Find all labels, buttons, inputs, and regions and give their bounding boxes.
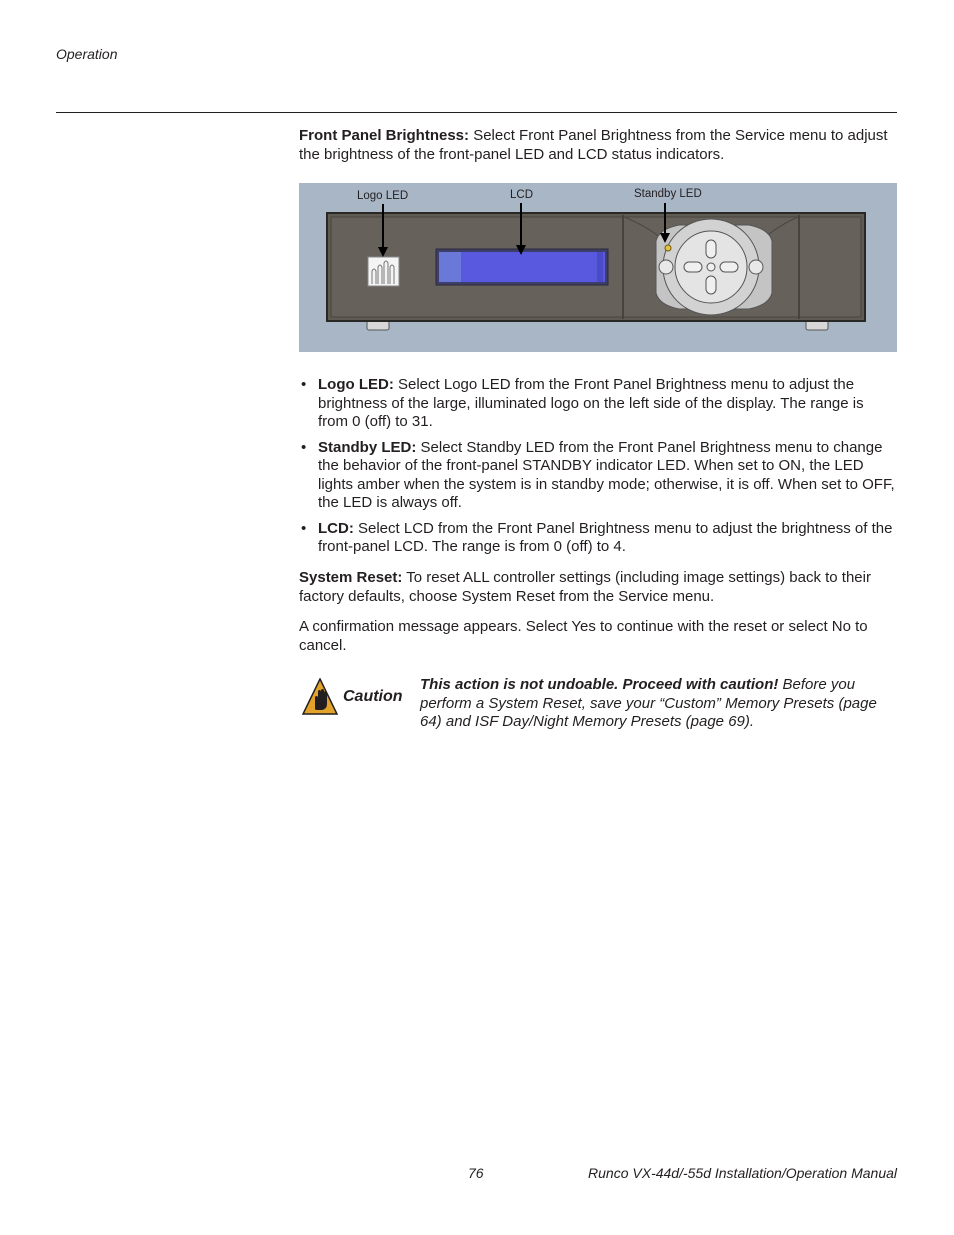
intro-text: Select Front Panel Brightness from the Service menu to adjust the brightness of the front-panel LED and LCD status indicators.: [299, 127, 888, 163]
bullet-term: Logo LED:: [318, 376, 394, 393]
intro-paragraph: [299, 127, 897, 164]
dial-right-button: [749, 260, 763, 274]
bullet-dot: •: [301, 438, 307, 456]
dial-left-button: [659, 260, 673, 274]
bullet-text: Select LCD from the Front Panel Brightness menu to adjust the brightness of the front-panel LCD. The range is from 0 (off) to 4.: [318, 519, 893, 555]
bullet-dot: •: [301, 519, 307, 537]
caution-label: Caution: [343, 688, 403, 705]
system-reset-text: To reset ALL controller settings (including image settings) back to their factory defaults, choose System Reset from the Service menu.: [299, 569, 871, 605]
bullet-text: Select Logo LED from the Front Panel Brightness menu to adjust the brightness of the large, illuminated logo on the left side of the display. The range is from 0 (off) to 31.: [318, 376, 864, 430]
confirmation-paragraph: A confirmation message appears. Select Yes to continue with the reset or select No to cancel.: [299, 618, 868, 654]
lcd-left-segment: [439, 252, 461, 282]
bullet-text: Select Standby LED from the Front Panel Brightness menu to change the behavior of the front-panel STANDBY indicator LED. When set to ON, the LED lights amber when the system is in standby mode; otherwise, it is off. When set to OFF, the LED is always off.: [318, 438, 895, 511]
bullet-term: LCD:: [318, 519, 354, 537]
dial-right-key: [720, 262, 738, 272]
logo-led-label: Logo LED: [357, 190, 409, 202]
bullet-term: Standby LED:: [318, 438, 417, 456]
caution-bold: This action is not undoable. Proceed with caution!: [420, 676, 779, 693]
caution-body: Before you perform a System Reset, save your “Custom” Memory Presets (page 64) and ISF Day/Night Memory Presets (page 69).: [420, 676, 877, 730]
list-item: [299, 520, 897, 557]
caution-hand-icon: [302, 678, 338, 716]
dial-down-key: [706, 276, 716, 294]
section-header: Operation: [56, 46, 118, 62]
bullet-dot: •: [301, 376, 307, 393]
front-panel-illustration: [299, 183, 897, 352]
dial-up-key: [706, 240, 716, 258]
lcd-screen: [439, 252, 605, 282]
intro-term: Front Panel Brightness:: [299, 127, 470, 144]
page-number: 76: [468, 1165, 484, 1181]
caution-text: [420, 676, 890, 732]
standby-led-label: Standby LED: [634, 188, 702, 200]
dial-center-key: [707, 263, 715, 271]
list-item: [299, 439, 897, 513]
manual-title: Runco VX-44d/-55d Installation/Operation Manual: [588, 1165, 897, 1181]
front-panel-figure: [299, 183, 897, 352]
header-rule: [56, 112, 897, 113]
dial-left-key: [684, 262, 702, 272]
brightness-options-list: [299, 376, 897, 564]
system-reset-term: System Reset:: [299, 569, 403, 586]
list-item: [299, 376, 897, 432]
lcd-label: LCD: [510, 189, 534, 201]
standby-led: [665, 245, 671, 251]
system-reset-paragraph: [299, 569, 897, 606]
